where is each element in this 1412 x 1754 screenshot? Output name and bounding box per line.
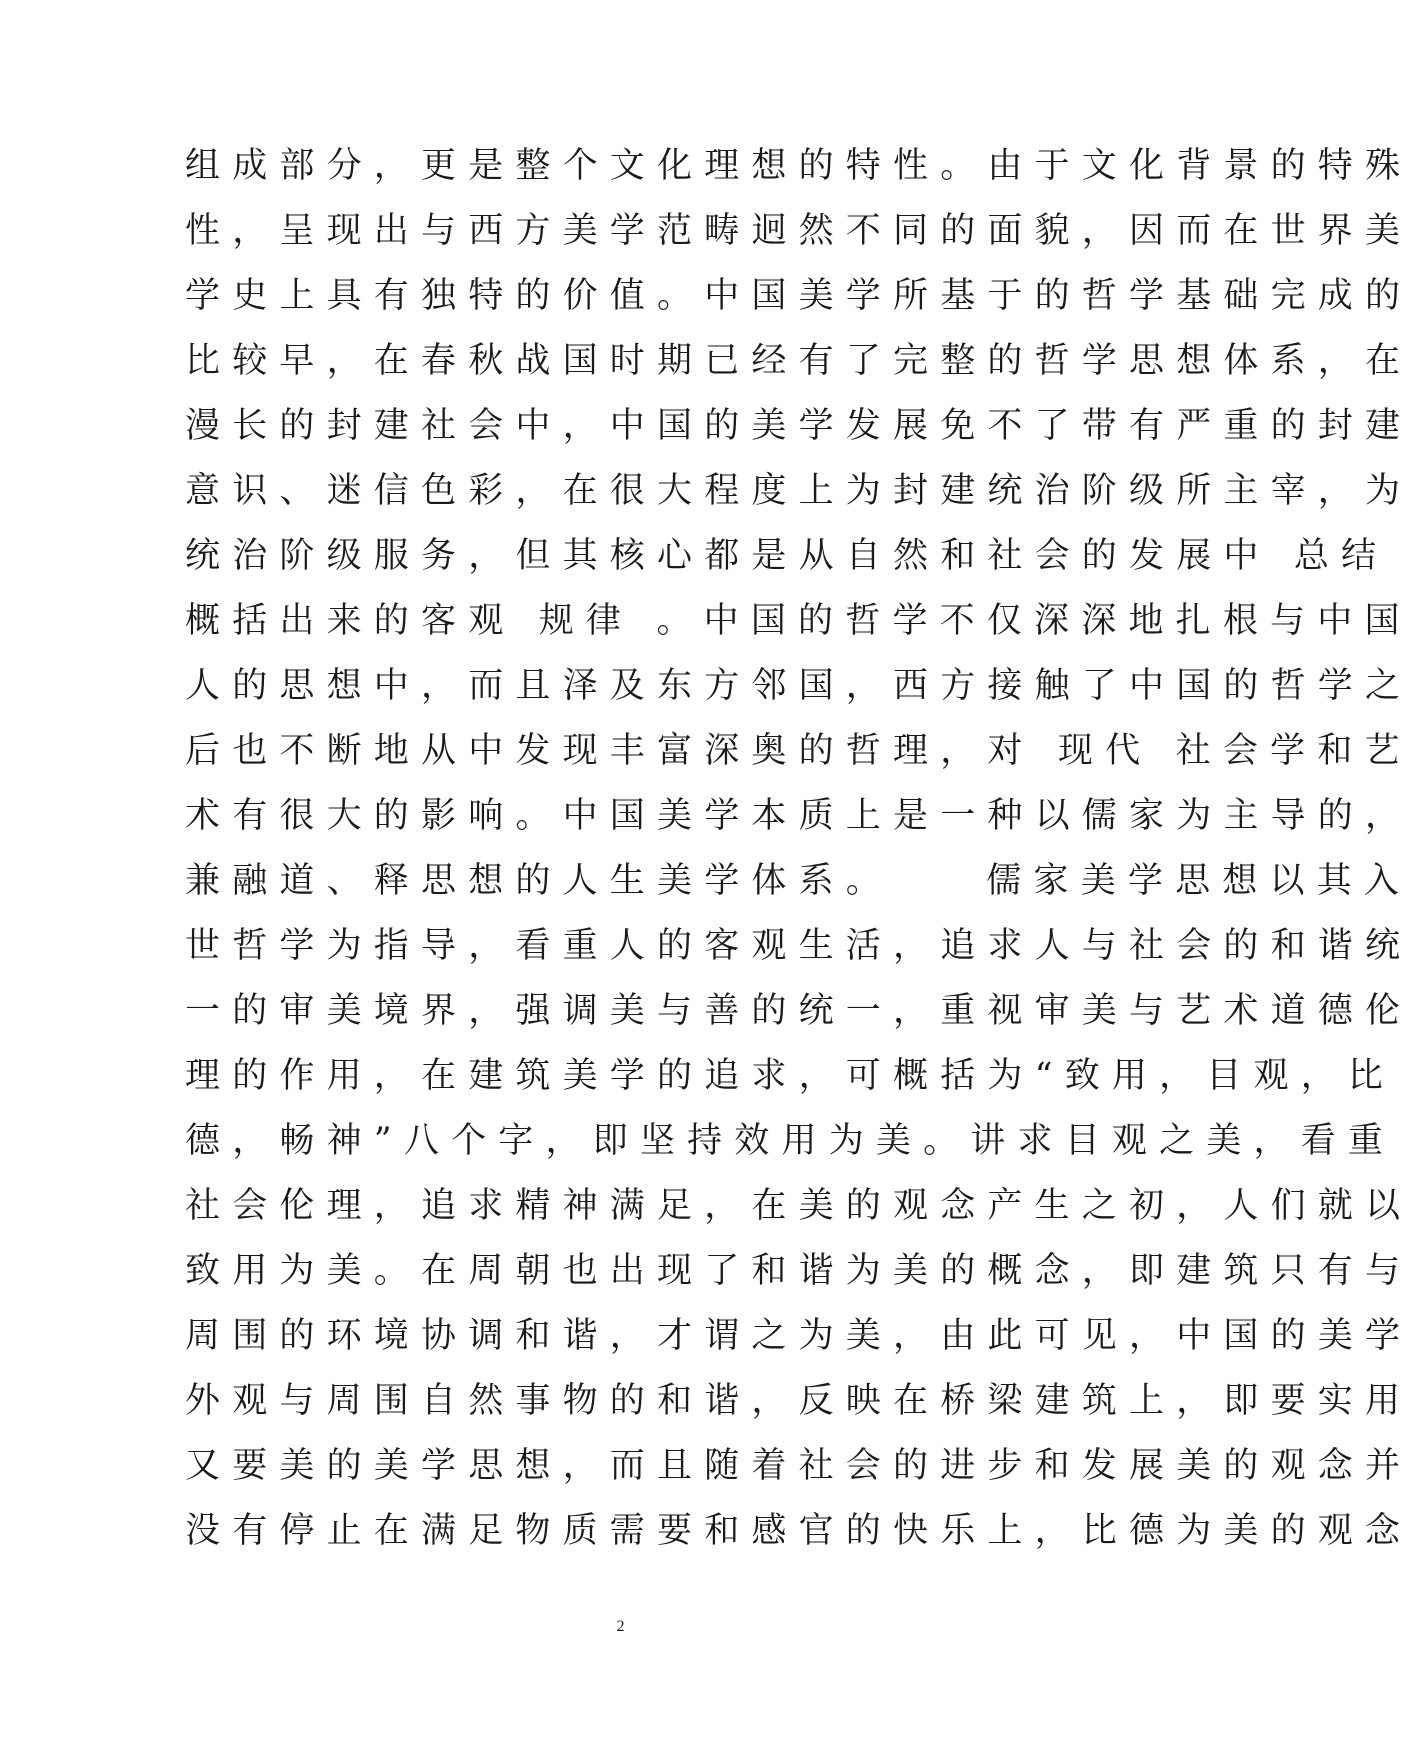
body-text-line-18: 致用为美。在周朝也出现了和谐为美的概念，即建筑只有与 — [185, 1251, 1412, 1291]
body-text-line-4: 比较早，在春秋战国时期已经有了完整的哲学思想体系，在 — [185, 341, 1412, 381]
body-text-line-12: 兼融道、释思想的人生美学体系。 儒家美学思想以其入 — [185, 861, 1412, 901]
body-text-line-7: 统治阶级服务，但其核心都是从自然和社会的发展中 总结 — [185, 536, 1389, 576]
body-text-line-20: 外观与周围自然事物的和谐，反映在桥梁建筑上，即要实用 — [185, 1381, 1412, 1421]
body-text-line-5: 漫长的封建社会中，中国的美学发展免不了带有严重的封建 — [185, 406, 1412, 446]
body-text-line-14: 一的审美境界，强调美与善的统一，重视审美与艺术道德伦 — [185, 991, 1412, 1031]
body-text-line-9: 人的思想中，而且泽及东方邻国，西方接触了中国的哲学之 — [185, 666, 1412, 706]
body-text-line-10: 后也不断地从中发现丰富深奥的哲理，对 现代 社会学和艺 — [185, 731, 1412, 771]
body-text-line-21: 又要美的美学思想，而且随着社会的进步和发展美的观念并 — [185, 1446, 1412, 1486]
body-text-line-6: 意识、迷信色彩，在很大程度上为封建统治阶级所主宰，为 — [185, 471, 1412, 511]
body-text-line-3: 学史上具有独特的价值。中国美学所基于的哲学基础完成的 — [185, 276, 1412, 316]
body-text-line-15: 理的作用，在建筑美学的追求，可概括为“致用，目观，比 — [185, 1056, 1396, 1096]
body-text-line-1: 组成部分，更是整个文化理想的特性。由于文化背景的特殊 — [185, 146, 1412, 186]
body-text-line-19: 周围的环境协调和谐，才谓之为美，由此可见，中国的美学 — [185, 1316, 1412, 1356]
body-text-line-13: 世哲学为指导，看重人的客观生活，追求人与社会的和谐统 — [185, 926, 1412, 966]
body-text-line-16: 德，畅神”八个字，即坚持效用为美。讲求目观之美，看重 — [185, 1121, 1396, 1161]
page-number: 2 — [616, 1618, 625, 1635]
body-text-line-2: 性，呈现出与西方美学范畴迥然不同的面貌，因而在世界美 — [185, 211, 1412, 251]
body-text-line-11: 术有很大的影响。中国美学本质上是一种以儒家为主导的， — [185, 796, 1412, 836]
body-text-line-8: 概括出来的客观 规律 。中国的哲学不仅深深地扎根与中国 — [185, 601, 1412, 641]
body-text-line-17: 社会伦理，追求精神满足，在美的观念产生之初，人们就以 — [185, 1186, 1412, 1226]
body-text-line-22: 没有停止在满足物质需要和感官的快乐上，比德为美的观念 — [185, 1511, 1412, 1551]
